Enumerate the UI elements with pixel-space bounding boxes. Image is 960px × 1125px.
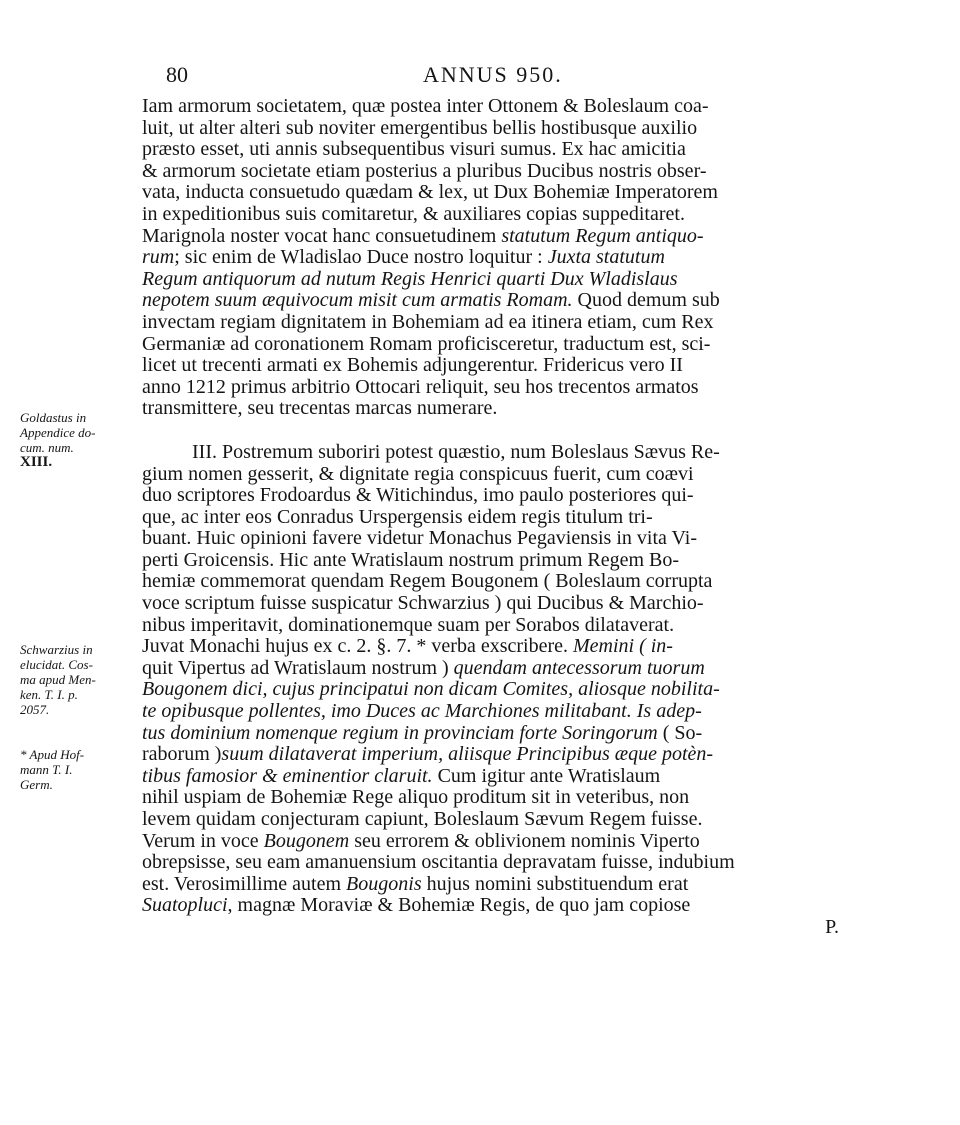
italic-run: Bougonis — [346, 872, 422, 895]
text-run: hujus nomini substituendum erat — [421, 872, 689, 895]
text-line — [142, 723, 839, 745]
text-run: Marignola noster vocat hanc consuetudinem — [142, 224, 502, 247]
margin-note-line: Goldastus in — [20, 410, 87, 425]
text-line — [142, 247, 839, 269]
margin-note-line: ken. T. I. p. — [20, 687, 78, 702]
text-line — [142, 831, 839, 853]
text-line: buant. Huic opinioni favere videtur Monachus Pegaviensis in vita Vi- — [142, 527, 697, 550]
text-line — [142, 658, 839, 680]
margin-note-line: elucidat. Cos- — [20, 657, 93, 672]
text-line — [142, 766, 839, 788]
text-line: nibus imperitavit, dominationemque suam per Sorabos dilataverat. — [142, 613, 675, 636]
text-run: ( So- — [657, 721, 703, 744]
text-line — [142, 269, 839, 291]
text-line: & armorum societate etiam posterius a pluribus Ducibus nostris obser- — [142, 159, 707, 182]
catchword: P. — [825, 915, 839, 938]
text-run: seu errorem & oblivionem nominis Viperto — [349, 829, 700, 852]
margin-note-line: * Apud Hof- — [20, 747, 85, 762]
text-line: vata, inducta consuetudo quædam & lex, ut Dux Bohemiæ Imperatorem — [142, 181, 718, 204]
page-number: 80 — [166, 62, 188, 87]
text-line: duo scriptores Frodoardus & Witichindus, imo paulo posteriores qui- — [142, 484, 694, 507]
text-line: licet ut trecenti armati ex Bohemis adjungerentur. Fridericus vero II — [142, 354, 683, 377]
margin-note-line: XIII. — [20, 454, 53, 470]
text-line — [142, 874, 839, 896]
text-line — [142, 290, 839, 312]
text-line: voce scriptum fuisse suspicatur Schwarzius ) qui Ducibus & Marchio- — [142, 592, 704, 615]
text-line — [142, 744, 839, 766]
italic-run: Regum antiquorum ad nutum Regis Henrici quarti Dux Wladislaus — [142, 267, 678, 290]
text-line: levem quidam conjecturam capiunt, Boleslaum Sævum Regem fuisse. — [142, 808, 703, 830]
italic-run: nepotem suum æquivocum misit cum armatis Romam. — [142, 289, 573, 312]
text-line: gium nomen gesserit, & dignitate regia conspicuus fuerit, cum coævi — [142, 462, 694, 485]
margin-note-line: ma apud Men- — [20, 672, 96, 687]
text-run: raborum ) — [142, 743, 222, 766]
text-run: Verum in voce — [142, 829, 264, 852]
paragraph-gap — [142, 420, 839, 442]
text-run: est. Verosimillime autem — [142, 872, 347, 895]
text-line — [142, 636, 839, 658]
running-head: ANNUS 950. — [423, 62, 563, 87]
italic-run: Bougonem dici, cujus principatui non dicam Comites, aliosque nobilita- — [142, 678, 720, 701]
text-line: nihil uspiam de Bohemiæ Rege aliquo proditum sit in veteribus, non — [142, 786, 690, 809]
text-line: perti Groicensis. Hic ante Wratislaum nostrum primum Regem Bo- — [142, 548, 680, 571]
text-line — [142, 895, 839, 917]
text-line: hemiæ commemorat quendam Regem Bougonem ( Boleslaum corrupta — [142, 570, 713, 593]
margin-note-hofmann — [20, 747, 84, 792]
margin-note-schwarzius — [20, 642, 96, 717]
text-run: , magnæ Moraviæ & Bohemiæ Regis, de quo jam copiose — [227, 894, 691, 917]
main-text — [142, 96, 839, 939]
text-line: luit, ut alter alteri sub noviter emergentibus bellis hostibusque auxilio — [142, 116, 698, 139]
margin-note-line: 2057. — [20, 702, 50, 717]
margin-note-line: Appendice do- — [20, 425, 96, 440]
text-run: Juvat Monachi hujus ex c. 2. §. 7. * verba exscribere. — [142, 635, 573, 658]
italic-run: tibus famosior & eminentior claruit. — [142, 764, 433, 787]
italic-run: rum — [142, 246, 175, 269]
text-line: que, ac inter eos Conradus Urspergensis eidem regis titulum tri- — [142, 505, 653, 528]
text-run: ; sic enim de Wladislao Duce nostro loquitur : — [174, 246, 548, 269]
margin-note-goldast — [20, 410, 95, 470]
text-run: Cum igitur ante Wratislaum — [432, 764, 661, 787]
italic-run: Bougonem — [263, 829, 350, 852]
margin-note-line: cum. num. — [20, 440, 74, 455]
text-line — [142, 679, 839, 701]
text-line: in expeditionibus suis comitaretur, & auxiliares copias suppeditaret. — [142, 202, 685, 225]
italic-run: statutum Regum antiquo- — [501, 224, 704, 247]
italic-run: suum dilataverat imperium, aliisque Principibus æque potèn- — [221, 743, 714, 766]
margin-note-line: mann T. I. — [20, 762, 73, 777]
italic-run: Is adep- — [636, 700, 702, 723]
text-line: III. Postremum suboriri potest quæstio, num Boleslaus Sævus Re- — [192, 440, 720, 463]
margin-note-line: Germ. — [20, 777, 53, 792]
text-line: anno 1212 primus arbitrio Ottocari reliquit, seu hos trecentos armatos — [142, 375, 699, 398]
text-line: præsto esset, uti annis subsequentibus visuri sumus. Ex hac amicitia — [142, 138, 686, 161]
italic-run: Suatopluci — [142, 894, 228, 917]
text-line: Iam armorum societatem, quæ postea inter Ottonem & Boleslaum coa- — [142, 95, 709, 117]
text-run: Quod demum sub — [572, 289, 720, 312]
italic-run: tus dominium nomenque regium in provinciam forte Soringorum — [142, 721, 658, 744]
text-line: invectam regiam dignitatem in Bohemiam ad ea itinera etiam, cum Rex — [142, 310, 714, 333]
text-line — [142, 226, 839, 248]
text-line: transmittere, seu trecentas marcas numerare. — [142, 397, 498, 420]
text-run: quit Vipertus ad Wratislaum nostrum ) — [142, 656, 454, 679]
italic-run: Memini ( in- — [573, 635, 673, 658]
text-line: obrepsisse, seu eam amanuensium oscitantia depravatam fuisse, indubium — [142, 851, 735, 874]
text-line: Germaniæ ad coronationem Romam proficisceretur, traductum est, sci- — [142, 332, 711, 355]
italic-run: quendam antecessorum tuorum — [453, 656, 705, 679]
italic-run: Juxta statutum — [547, 246, 665, 269]
margin-note-line: Schwarzius in — [20, 642, 93, 657]
text-line — [142, 701, 839, 723]
italic-run: te opibusque pollentes, imo Duces ac Marchiones militabant. — [142, 700, 632, 723]
